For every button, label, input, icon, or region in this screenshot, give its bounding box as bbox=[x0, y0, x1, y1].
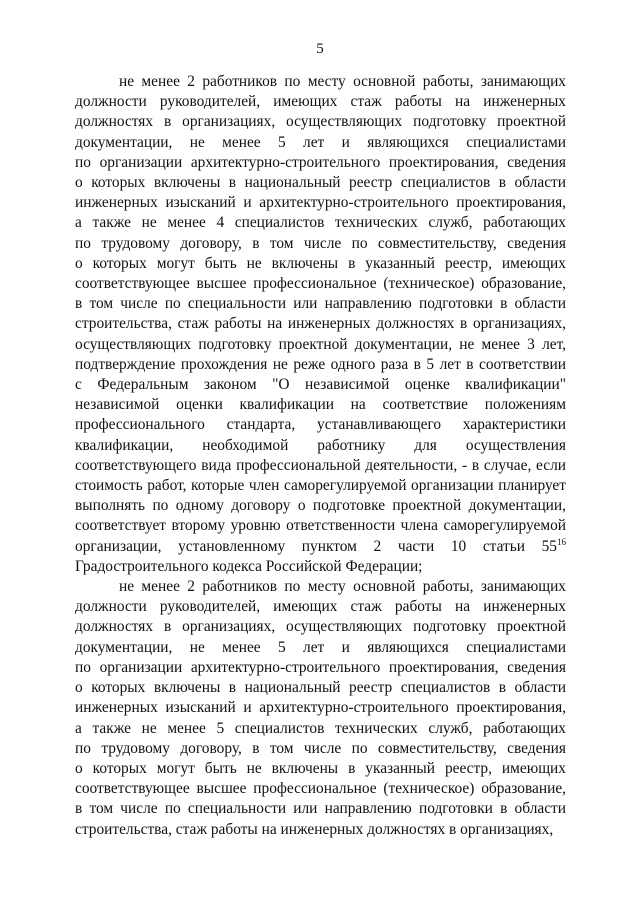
text-line-content: о которых могут быть не включены в указанный реестр, имеющих bbox=[75, 254, 566, 272]
text-line-content: соответствующего вида профессиональной деятельности, - в случае, если bbox=[75, 456, 566, 474]
text-line-content: в том числе по специальности или направлению подготовки в области bbox=[75, 800, 566, 818]
text-line-content: о которых включены в национальный реестр специалистов в области bbox=[75, 174, 566, 192]
text-line-content: должности руководителей, имеющих стаж работы на инженерных bbox=[75, 598, 566, 616]
text-line bbox=[75, 820, 566, 840]
paragraph bbox=[75, 72, 566, 577]
text-line bbox=[75, 92, 566, 112]
text-line-content: независимой оценки квалификации на соответствие положениям bbox=[75, 396, 566, 414]
text-line bbox=[75, 274, 566, 294]
text-line-content: должности руководителей, имеющих стаж работы на инженерных bbox=[75, 93, 566, 111]
text-line bbox=[75, 779, 566, 799]
text-line bbox=[75, 617, 566, 637]
text-line bbox=[75, 294, 566, 314]
text-line-content: не менее 2 работников по месту основной работы, занимающих bbox=[119, 73, 566, 90]
text-line-content: должностях в организациях, осуществляющих подготовку проектной bbox=[75, 618, 566, 636]
text-line-content: о которых могут быть не включены в указанный реестр, имеющих bbox=[75, 759, 566, 777]
text-line-content: в том числе по специальности или направлению подготовки в области bbox=[75, 295, 566, 313]
text-line bbox=[75, 355, 566, 375]
text-line-content: инженерных изысканий и архитектурно-строительного проектирования, bbox=[75, 194, 566, 212]
text-line bbox=[75, 213, 566, 233]
text-line bbox=[75, 577, 566, 597]
text-line bbox=[75, 112, 566, 132]
text-line bbox=[75, 456, 566, 476]
text-line-content: соответствующее высшее профессиональное (техническое) образование, bbox=[75, 780, 566, 798]
text-line bbox=[75, 173, 566, 193]
text-line bbox=[75, 678, 566, 698]
text-line bbox=[75, 415, 566, 435]
text-line-content: а также не менее 4 специалистов технических служб, работающих bbox=[75, 214, 566, 232]
text-line-content: по трудовому договору, в том числе по совместительству, сведения bbox=[75, 234, 566, 252]
text-line-content: по организации архитектурно-строительного проектирования, сведения bbox=[75, 153, 566, 171]
text-line bbox=[75, 335, 566, 355]
text-line bbox=[75, 759, 566, 779]
page-number: 5 bbox=[316, 41, 324, 57]
text-line bbox=[75, 658, 566, 678]
text-line-content: соответствующее высшее профессиональное (техническое) образование, bbox=[75, 275, 566, 293]
text-line bbox=[75, 72, 566, 92]
text-line-content: квалификации, необходимой работнику для осуществления bbox=[75, 436, 566, 454]
footnote-superscript: 16 bbox=[557, 536, 566, 547]
text-line bbox=[75, 254, 566, 274]
text-line bbox=[75, 234, 566, 254]
document-body bbox=[75, 72, 566, 840]
text-line-content: о которых включены в национальный реестр специалистов в области bbox=[75, 679, 566, 697]
text-line-content: по трудовому договору, в том числе по совместительству, сведения bbox=[75, 739, 566, 757]
text-line-content: соответствует второму уровню ответственности члена саморегулируемой bbox=[75, 517, 566, 535]
text-line bbox=[75, 799, 566, 819]
text-line-content: должностях в организациях, осуществляющих подготовку проектной bbox=[75, 113, 566, 131]
text-line-content: подтверждение прохождения не реже одного раза в 5 лет в соответствии bbox=[75, 355, 566, 373]
text-line bbox=[75, 193, 566, 213]
text-line bbox=[75, 314, 566, 334]
text-line-content: документации, не менее 5 лет и являющихся специалистами bbox=[75, 133, 566, 151]
text-line-content: по организации архитектурно-строительного проектирования, сведения bbox=[75, 658, 566, 676]
text-line-content: инженерных изысканий и архитектурно-строительного проектирования, bbox=[75, 699, 566, 717]
text-line-content: организации, установленному пунктом 2 части 10 статьи 55 bbox=[75, 537, 557, 555]
text-line-content: осуществляющих подготовку проектной документации, не менее 3 лет, bbox=[75, 335, 566, 353]
text-line-content: профессионального стандарта, устанавливающего характеристики bbox=[75, 416, 566, 434]
text-line bbox=[75, 375, 566, 395]
text-line-content: а также не менее 5 специалистов технических служб, работающих bbox=[75, 719, 566, 737]
text-line bbox=[75, 436, 566, 456]
text-line-content: стоимость работ, которые член саморегулируемой организации планирует bbox=[75, 477, 566, 495]
text-line-content: строительства, стаж работы на инженерных должностях в организациях, bbox=[75, 820, 554, 838]
text-line bbox=[75, 638, 566, 658]
text-line-content: строительства, стаж работы на инженерных должностях в организациях, bbox=[75, 315, 566, 333]
text-line bbox=[75, 537, 566, 557]
text-line-content: Градостроительного кодекса Российской Федерации; bbox=[75, 557, 423, 575]
text-line bbox=[75, 698, 566, 718]
text-line bbox=[75, 557, 566, 577]
text-line bbox=[75, 153, 566, 173]
text-line-content: не менее 2 работников по месту основной работы, занимающих bbox=[119, 578, 566, 596]
text-line bbox=[75, 516, 566, 536]
text-line bbox=[75, 496, 566, 516]
text-line-content: документации, не менее 5 лет и являющихся специалистами bbox=[75, 638, 566, 656]
text-line bbox=[75, 739, 566, 759]
text-line bbox=[75, 395, 566, 415]
paragraph bbox=[75, 577, 566, 840]
text-line bbox=[75, 597, 566, 617]
text-line-content: выполнять по одному договору о подготовке проектной документации, bbox=[75, 497, 566, 515]
text-line bbox=[75, 719, 566, 739]
text-line bbox=[75, 133, 566, 153]
text-line bbox=[75, 476, 566, 496]
text-line-content: с Федеральным законом "О независимой оценке квалификации" bbox=[75, 376, 566, 394]
